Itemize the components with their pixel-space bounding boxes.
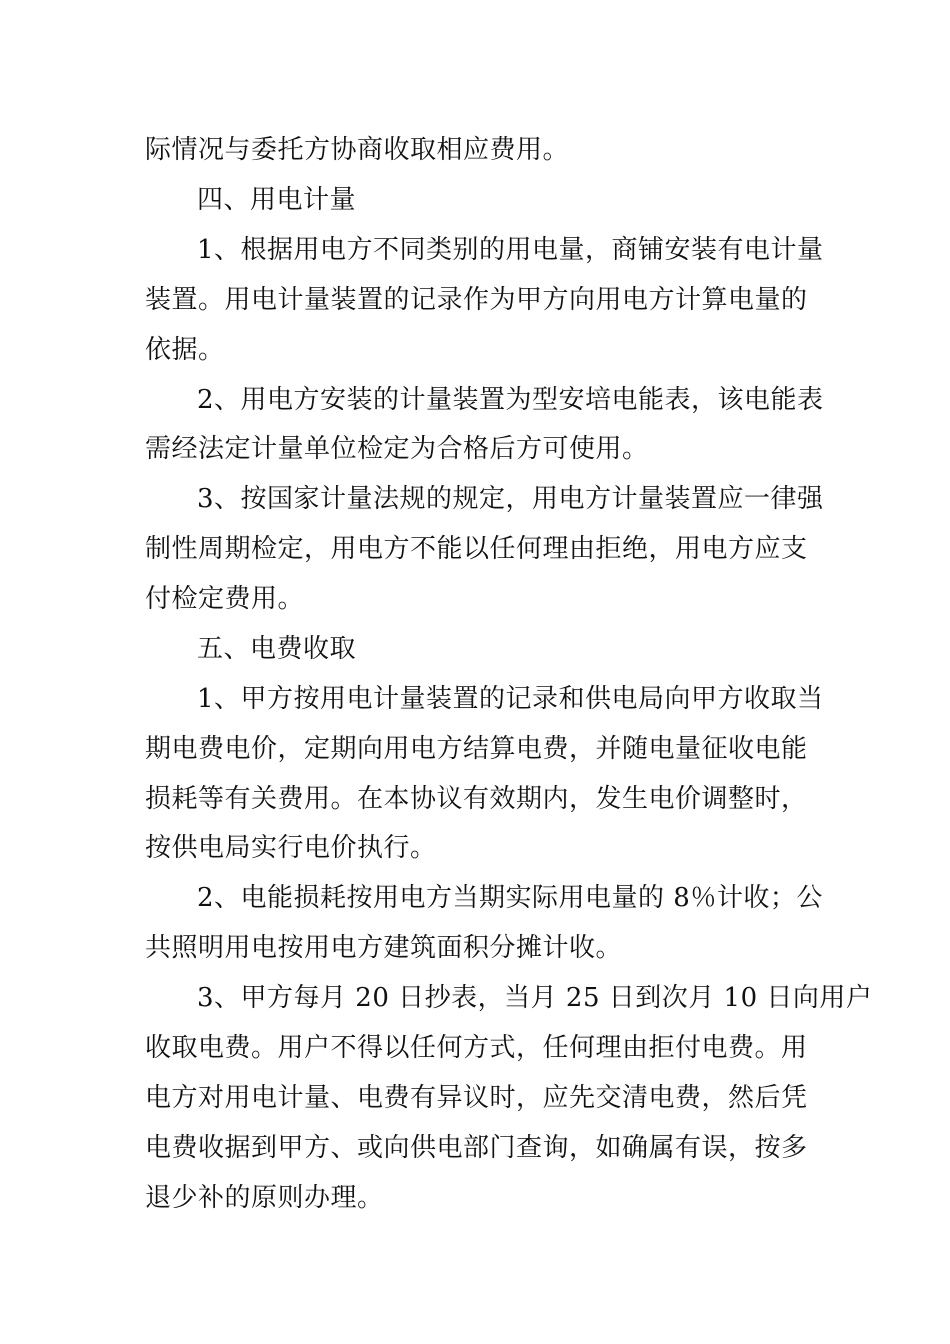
text-line: 付检定费用。 (145, 584, 305, 614)
section-heading-billing: 五、电费收取 (197, 634, 357, 664)
text-line: 共照明用电按用电方建筑面积分摊计收。 (145, 933, 623, 963)
text-line: 1、根据用电方不同类别的用电量，商铺安装有电计量 (197, 235, 824, 265)
section-heading-metering: 四、用电计量 (197, 185, 357, 215)
text-line-continuation: 际情况与委托方协商收取相应费用。 (145, 135, 570, 165)
text-line: 电费收据到甲方、或向供电部门查询，如确属有误，按多 (145, 1133, 808, 1163)
text-line: 退少补的原则办理。 (145, 1183, 384, 1213)
text-line: 1、甲方按用电计量装置的记录和供电局向甲方收取当 (197, 684, 824, 714)
text-line: 制性周期检定，用电方不能以任何理由拒绝，用电方应支 (145, 534, 808, 564)
text-line: 3、甲方每月 20 日抄表，当月 25 日到次月 10 日向用户 (197, 983, 873, 1013)
text-line: 依据。 (145, 335, 225, 365)
text-line: 收取电费。用户不得以任何方式，任何理由拒付电费。用 (145, 1033, 808, 1063)
text-line: 2、电能损耗按用电方当期实际用电量的 8％计收；公 (197, 883, 823, 913)
text-line: 装置。用电计量装置的记录作为甲方向用电方计算电量的 (145, 285, 808, 315)
text-line: 损耗等有关费用。在本协议有效期内，发生电价调整时， (145, 784, 808, 814)
text-line: 2、用电方安装的计量装置为型安培电能表，该电能表 (197, 385, 824, 415)
text-line: 按供电局实行电价执行。 (145, 833, 437, 863)
text-line: 3、按国家计量法规的规定，用电方计量装置应一律强 (197, 484, 824, 514)
text-line: 需经法定计量单位检定为合格后方可使用。 (145, 434, 649, 464)
text-line: 电方对用电计量、电费有异议时，应先交清电费，然后凭 (145, 1083, 808, 1113)
text-line: 期电费电价，定期向用电方结算电费，并随电量征收电能 (145, 734, 808, 764)
